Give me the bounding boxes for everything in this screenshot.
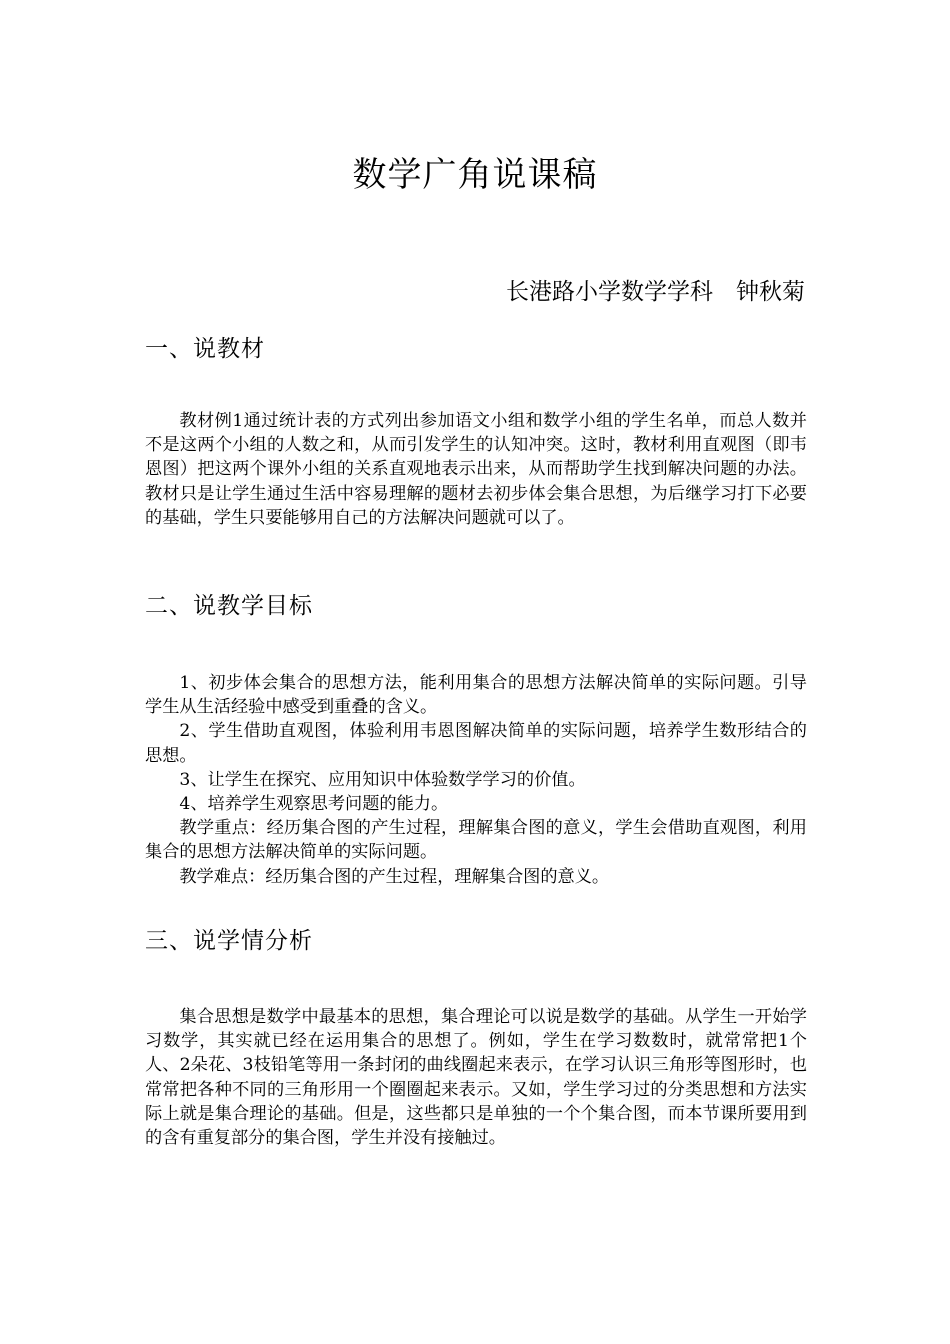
paragraph: 2、学生借助直观图，体验利用韦恩图解决简单的实际问题，培养学生数形结合的思想。 xyxy=(145,721,807,766)
paragraph: 教材例1通过统计表的方式列出参加语文小组和数学小组的学生名单，而总人数并不是这两个小组的人数之和，从而引发学生的认知冲突。这时，教材利用直观图（即韦恩图）把这两个课外小组的关系直观地表示出来，从而帮助学生找到解决问题的办法。教材只是让学生通过生活中容易理解的题材去初步体会集合思想，为后继学习打下必要的基础，学生只要能够用自己的方法解决问题就可以了。 xyxy=(145,411,807,528)
paragraph: 4、培养学生观察思考问题的能力。 xyxy=(179,794,449,815)
paragraph: 3、让学生在探究、应用知识中体验数学学习的价值。 xyxy=(179,769,586,790)
author-line: 长港路小学数学学科 钟秋菊 xyxy=(506,279,805,305)
section-body-learners xyxy=(145,1005,807,1150)
paragraph: 集合思想是数学中最基本的思想，集合理论可以说是数学的基础。从学生一开始学习数学，其实就已经在运用集合的思想了。例如，学生在学习数数时，就常常把1个人、2朵花、3枝铅笔等用一条封闭的曲线圈起来表示，在学习认识三角形等图形时，也常常把各种不同的三角形用一个圈圈起来表示。又如，学生学习过的分类思想和方法实际上就是集合理论的基础。但是，这些都只是单独的一个个集合图，而本节课所要用到的含有重复部分的集合图，学生并没有接触过。 xyxy=(145,1007,807,1149)
section-heading-learners: 三、说学情分析 xyxy=(145,928,313,954)
section-body-goals xyxy=(145,671,807,889)
section-body-textbook xyxy=(145,409,807,530)
paragraph: 教学难点：经历集合图的产生过程，理解集合图的意义。 xyxy=(179,866,610,887)
paragraph: 教学重点：经历集合图的产生过程，理解集合图的意义，学生会借助直观图，利用集合的思想方法解决简单的实际问题。 xyxy=(145,818,807,863)
document-title: 数学广角说课稿 xyxy=(352,155,598,195)
section-heading-goals: 二、说教学目标 xyxy=(145,593,313,619)
paragraph: 1、初步体会集合的思想方法，能利用集合的思想方法解决简单的实际问题。引导学生从生活经验中感受到重叠的含义。 xyxy=(145,673,807,718)
section-heading-textbook: 一、说教材 xyxy=(145,336,265,362)
